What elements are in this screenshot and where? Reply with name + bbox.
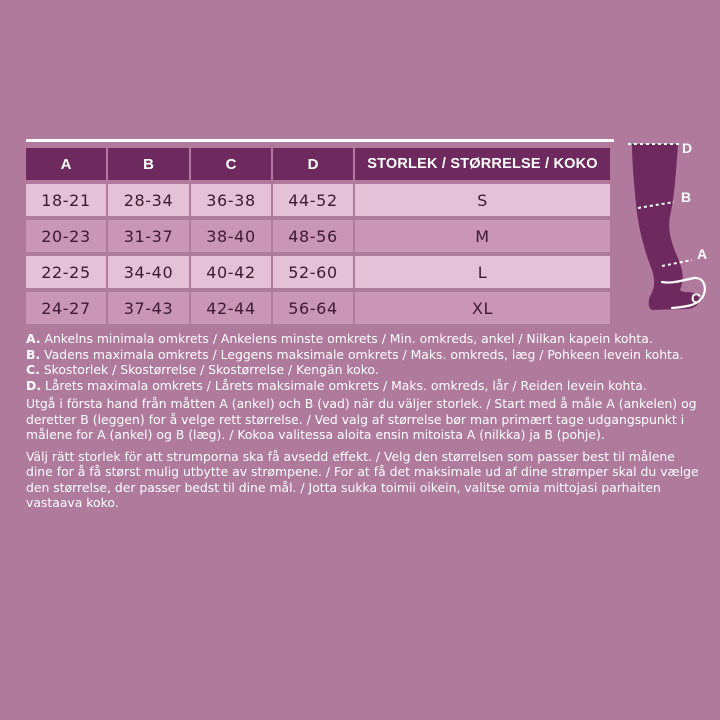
cell-c: 36-38 — [191, 184, 273, 216]
header-d: D — [273, 148, 355, 180]
table-top-rule — [26, 139, 614, 142]
header-a: A — [26, 148, 108, 180]
guidance-paragraph-1: Utgå i första hand från måtten A (ankel) och B (vad) när du väljer storlek. / Start med å måle A (ankelen) og deretter B (leggen) for å velge rett størrelse. / Ved valg af størrelse bør man primært tage udgangspunkt i målene for A (ankel) og B (læg). / Kokoa valitessa aloita ensin mitoista A (nilkka) ja B (pohje). — [26, 396, 697, 442]
leg-icon — [622, 132, 718, 322]
cell-d: 52-60 — [273, 256, 355, 288]
label-b: B — [681, 189, 692, 205]
cell-a: 22-25 — [26, 256, 108, 288]
size-table — [26, 144, 610, 328]
table-row — [26, 220, 610, 252]
cell-c: 42-44 — [191, 292, 273, 324]
cell-a: 24-27 — [26, 292, 108, 324]
cell-a: 20-23 — [26, 220, 108, 252]
guidance-paragraph-2: Välj rätt storlek för att strumporna ska få avsedd effekt. / Velg den størrelsen som passer best til målene dine for å få størst mulig utbytte av strømpene. / For at få det maksimale ud af dine strømper skal du vælge den størrelse, der passer bedst til dine mål. / Jotta sukka toimii oikein, valitse omia mittojasi parhaiten vastaava koko. — [26, 448, 699, 510]
cell-size: L — [355, 256, 610, 288]
cell-c: 40-42 — [191, 256, 273, 288]
cell-d: 44-52 — [273, 184, 355, 216]
table-row — [26, 256, 610, 288]
table-row — [26, 184, 610, 216]
header-b: B — [108, 148, 191, 180]
table-row — [26, 292, 610, 324]
cell-size: M — [355, 220, 610, 252]
cell-d: 56-64 — [273, 292, 355, 324]
header-size: STORLEK / STØRRELSE / KOKO — [355, 148, 610, 180]
cell-a: 18-21 — [26, 184, 108, 216]
cell-b: 28-34 — [108, 184, 191, 216]
cell-size: S — [355, 184, 610, 216]
label-d: D — [682, 140, 693, 156]
definition-a: A. Ankelns minimala omkrets / Ankelens minste omkrets / Min. omkreds, ankel / Nilkan kapein kohta. — [26, 331, 653, 346]
table-header-row — [26, 148, 610, 180]
cell-b: 37-43 — [108, 292, 191, 324]
definition-d: D. Lårets maximala omkrets / Lårets maksimale omkrets / Maks. omkreds, lår / Reiden levein kohta. — [26, 377, 647, 393]
definition-c: C. Skostorlek / Skostørrelse / Skostørrelse / Kengän koko. — [26, 362, 379, 377]
measurement-notes — [26, 331, 702, 511]
leg-measurement-figure — [622, 132, 718, 322]
header-c: C — [191, 148, 273, 180]
label-c: C — [691, 290, 702, 306]
cell-d: 48-56 — [273, 220, 355, 252]
cell-b: 31-37 — [108, 220, 191, 252]
definition-b: B. Vadens maximala omkrets / Leggens maksimale omkrets / Maks. omkreds, læg / Pohkeen levein kohta. — [26, 346, 684, 362]
label-a: A — [697, 246, 708, 262]
cell-size: XL — [355, 292, 610, 324]
cell-c: 38-40 — [191, 220, 273, 252]
cell-b: 34-40 — [108, 256, 191, 288]
